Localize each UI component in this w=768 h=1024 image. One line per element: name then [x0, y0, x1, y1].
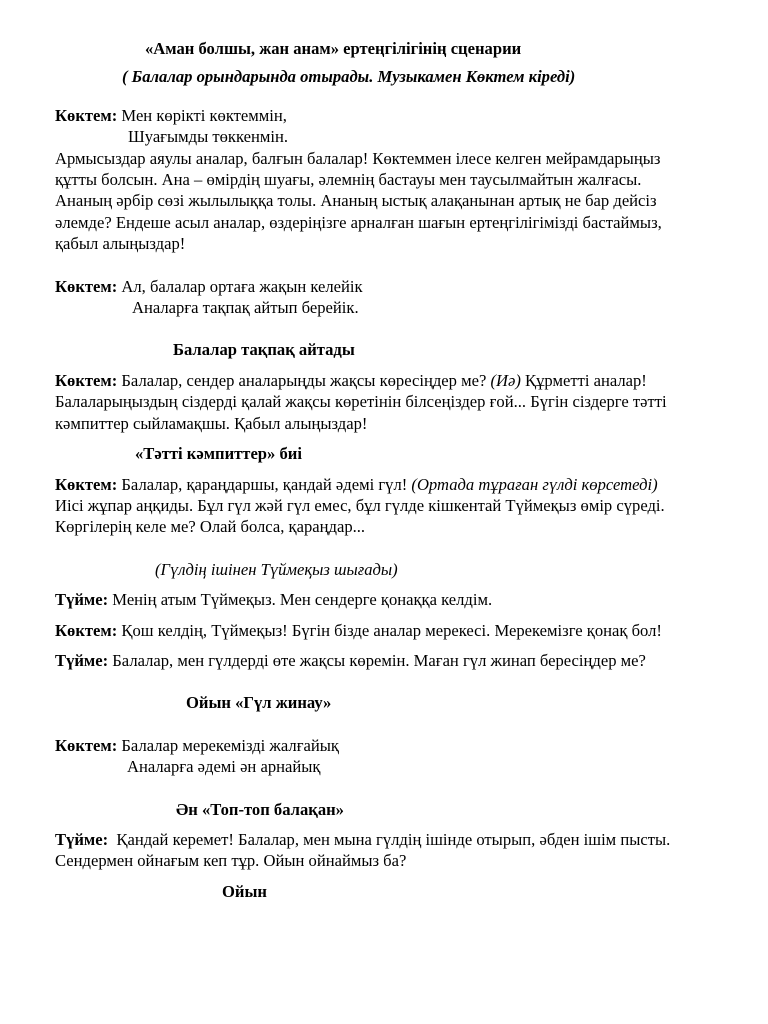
dialogue-line [55, 474, 732, 495]
line-text: Балалар мерекемізді жалғайық [121, 735, 339, 755]
section-heading-game-1: Ойын «Гүл жинау» [186, 693, 332, 713]
stage-direction: (Гүлдің ішінен Түймеқыз шығады) [155, 559, 398, 579]
paragraph-line: Көргілерің келе ме? Олай болса, қараңдар... [55, 517, 366, 537]
paragraph-line: құтты болсын. Ана – өмірдің шуағы, әлемнің бастауы мен таусылмайтын жалғасы. [55, 170, 642, 190]
paragraph-line: Балаларыңыздың сіздерді қалай жақсы көретінін білсеңіздер ғой... Бүгін сіздерге тәтті [55, 392, 667, 412]
dialogue-line: Аналарға тақпақ айтып берейік. [132, 298, 359, 318]
paragraph-line: қабыл алыңыздар! [55, 234, 186, 254]
dialogue-line [55, 370, 732, 391]
speaker-name: Түйме: [55, 650, 109, 670]
dialogue-line: Шуағымды төккенмін. [128, 127, 289, 147]
speaker-name: Көктем: [55, 620, 118, 640]
paragraph-line: кәмпиттер сыйламақшы. Қабыл алыңыздар! [55, 413, 368, 433]
dialogue-line [55, 105, 732, 126]
speaker-name: Түйме: [55, 590, 109, 610]
speaker-name: Түйме: [55, 829, 109, 849]
dialogue-block-koktem-6 [55, 735, 732, 778]
dialogue-line-tuime-1 [55, 589, 732, 610]
line-text: Ал, балалар ортаға жақын келейік [121, 276, 363, 296]
speaker-name: Көктем: [55, 735, 118, 755]
section-heading-game-2: Ойын [222, 881, 267, 901]
dialogue-line-koktem-5 [55, 620, 732, 641]
paragraph-line: Сендермен ойнағым кеп тұр. Ойын ойнаймыз ба? [55, 851, 407, 871]
line-text: Балалар, мен гүлдерді өте жақсы көремін. Маған гүл жинап бересіңдер ме? [112, 650, 646, 670]
speaker-name: Көктем: [55, 105, 118, 125]
dialogue-line [55, 829, 732, 850]
stage-direction-inline: (Ортада тұраған гүлді көрсетеді) [411, 474, 658, 494]
stage-direction-inline: (Иә) [490, 370, 521, 390]
line-text: Қандай керемет! Балалар, мен мына гүлдің ішінде отырып, әбден ішім пысты. [116, 829, 671, 849]
dialogue-line [55, 276, 732, 297]
paragraph-line: Иісі жұпар аңқиды. Бұл гүл жәй гүл емес, бұл гүлде кішкентай Түймеқыз өмір сүреді. [55, 495, 665, 515]
speaker-name: Көктем: [55, 370, 118, 390]
speaker-name: Көктем: [55, 474, 118, 494]
dialogue-block-koktem-4 [55, 474, 732, 538]
speaker-name: Көктем: [55, 276, 118, 296]
paragraph-line: Ананың әрбір сөзі жылылыққа толы. Ананың ыстық алақанынан артық не бар дейсіз [55, 191, 657, 211]
dialogue-block-koktem-2 [55, 276, 732, 319]
line-text: Балалар, қараңдаршы, қандай әдемі гүл! [121, 474, 412, 494]
section-heading-song: Ән «Топ-топ балақан» [176, 799, 344, 819]
line-text: Құрметті аналар! [520, 370, 647, 390]
paragraph-line: Армысыздар аяулы аналар, балғын балалар! Көктеммен ілесе келген мейрамдарыңыз [55, 148, 661, 168]
line-text: Қош келдің, Түймеқыз! Бүгін бізде аналар мерекесі. Мерекемізге қонақ бол! [121, 620, 662, 640]
dialogue-line: Аналарға әдемі ән арнайық [127, 757, 321, 777]
line-text: Менің атым Түймеқыз. Мен сендерге қонаққа келдім. [112, 590, 493, 610]
dialogue-line [55, 735, 732, 756]
dialogue-line-tuime-2 [55, 650, 732, 671]
line-text: Мен көрікті көктеммін, [121, 105, 287, 125]
document-title: «Аман болшы, жан анам» ертеңгілігінің сценарии [145, 39, 522, 58]
line-text: Балалар, сендер аналарыңды жақсы көресіңдер ме? [121, 370, 491, 390]
dialogue-block-tuime-3 [55, 829, 732, 872]
section-heading-takpak: Балалар тақпақ айтады [173, 340, 355, 360]
dialogue-block-koktem-1 [55, 105, 732, 255]
stage-direction-intro: ( Балалар орындарында отырады. Музыкамен Көктем кіреді) [122, 67, 576, 87]
paragraph-line: әлемде? Ендеше асыл аналар, өздеріңізге арналған шағын ертеңгілігімізді бастаймыз, [55, 212, 662, 232]
section-heading-dance: «Тәтті кәмпиттер» биі [135, 444, 302, 464]
dialogue-block-koktem-3 [55, 370, 732, 434]
